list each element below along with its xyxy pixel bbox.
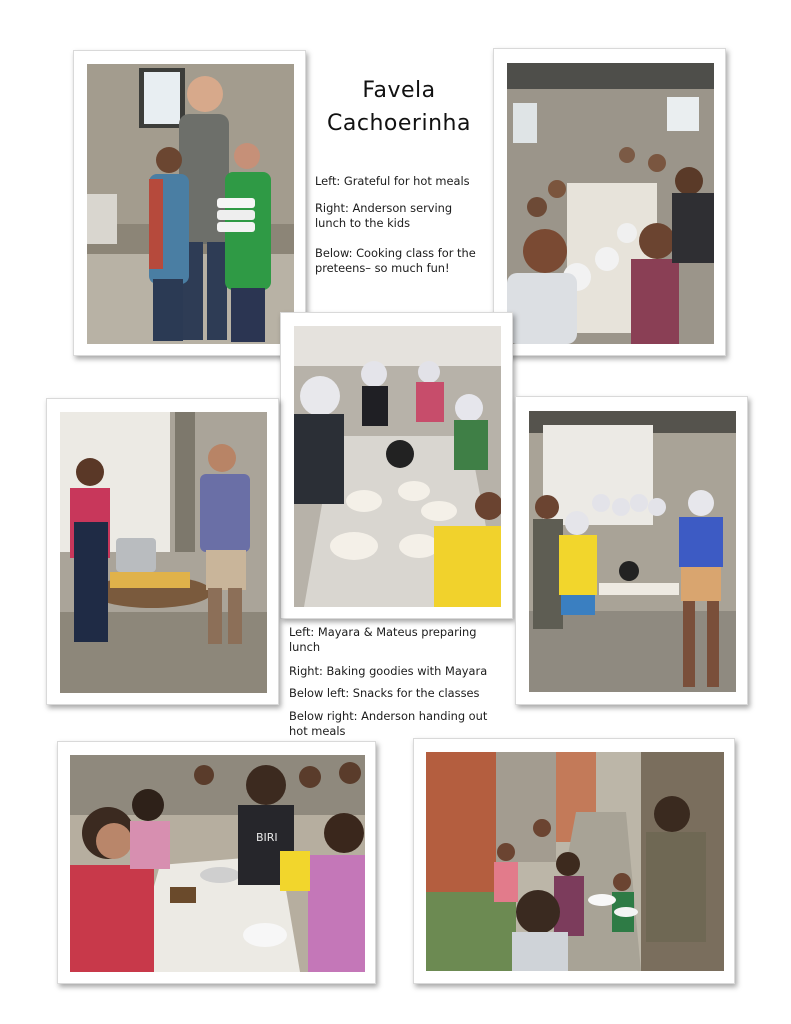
photo-snacks-for-classes xyxy=(70,755,365,972)
photo-mayara-mateus-lunch xyxy=(60,412,267,693)
title-line-2: Cachoerinha xyxy=(327,111,471,136)
caption-right-baking: Right: Baking goodies with Mayara xyxy=(289,664,488,678)
photo-frame-cooking-class xyxy=(280,312,513,619)
caption-below-right-hot-meals: Below right: Anderson handing out hot meals xyxy=(289,709,488,738)
photo-frame-hot-meals xyxy=(413,738,735,984)
photo-cooking-class xyxy=(294,326,501,607)
photo-frame-serving xyxy=(493,48,726,356)
caption-right-serving: Right: Anderson serving lunch to the kids xyxy=(315,201,453,230)
photo-grateful-hot-meals xyxy=(87,64,294,344)
photo-frame-baking xyxy=(515,396,748,705)
caption-below-left-snacks: Below left: Snacks for the classes xyxy=(289,686,480,700)
shirt-text: BIRI xyxy=(256,831,278,844)
title-line-1: Favela xyxy=(362,78,436,103)
caption-left-grateful: Left: Grateful for hot meals xyxy=(315,174,470,188)
photo-baking-with-mayara xyxy=(529,411,736,692)
photo-anderson-hot-meals xyxy=(426,752,724,971)
photo-frame-snacks xyxy=(57,741,376,984)
photo-anderson-serving-lunch xyxy=(507,63,714,344)
page-title xyxy=(313,74,485,140)
photo-frame-grateful xyxy=(73,50,306,356)
caption-below-cooking-class: Below: Cooking class for the preteens– so much fun! xyxy=(315,246,476,275)
photo-frame-mayara-mateus xyxy=(46,398,279,705)
caption-left-mayara-mateus: Left: Mayara & Mateus preparing lunch xyxy=(289,625,477,654)
